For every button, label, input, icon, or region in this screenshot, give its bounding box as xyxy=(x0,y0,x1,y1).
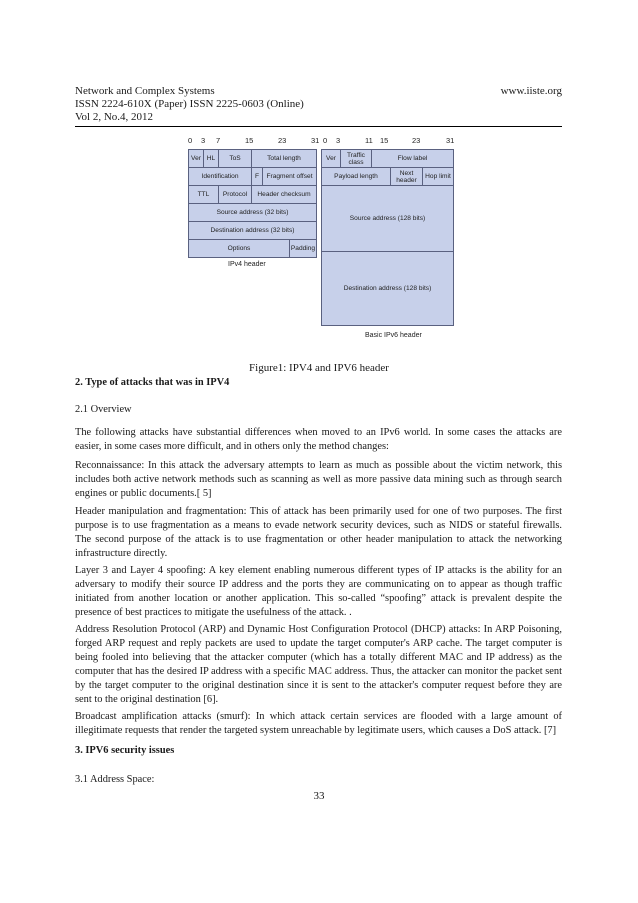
ipv4-bit-23: 23 xyxy=(278,136,287,145)
paragraph-arp-dhcp: Address Resolution Protocol (ARP) and Dynamic Host Configuration Protocol (DHCP) attacks: In ARP Poisoning, forged ARP request and reply packets are used to update the target computer's ARP cache. The target computer is being fooled into believing that the attacker computer (which has a totally different MAC and IP address) as the computer that has the desired IP address with a specific MAC address. Thus, the attacker can monitor the packet sent by the target computer to the original destination since it is sent to the attacker's computer request before they are sent to the original destination [6]. xyxy=(75,624,562,705)
figure-caption: Figure1: IPV4 and IPV6 header xyxy=(249,362,389,374)
ipv6-bit-0: 0 xyxy=(323,136,328,145)
ipv6-field-ver: Ver xyxy=(321,149,341,168)
ipv6-bit-15: 15 xyxy=(380,136,389,145)
page-number: 33 xyxy=(313,790,325,802)
ipv4-field-options: Options xyxy=(188,239,290,258)
ipv4-field-total-length: Total length xyxy=(251,149,317,168)
ipv6-bit-31: 31 xyxy=(446,136,455,145)
paragraph-header-manipulation: Header manipulation and fragmentation: This of attack has been primarily used for one of two purposes. The first purpose is to use fragmentation as a means to evade network security devices, such as NIDS or stateful firewalls. The second purpose of the attack is to use fragmentation or other header manipulation to attack the networking infrastructure directly. xyxy=(75,506,562,559)
section-2-heading: 2. Type of attacks that was in IPV4 xyxy=(75,377,230,388)
section-3-heading: 3. IPV6 security issues xyxy=(75,745,175,756)
ipv4-field-fragment-offset: Fragment offset xyxy=(262,167,317,186)
paragraph-smurf: Broadcast amplification attacks (smurf): In which attack certain services are flooded with a large amount of illegitimate requests that render the targeted system unreachable by legitimate users, which causes a DoS attack. [7] xyxy=(75,711,562,736)
ipv4-field-identification: Identification xyxy=(188,167,252,186)
ipv6-bit-23: 23 xyxy=(412,136,421,145)
section-2-1-heading: 2.1 Overview xyxy=(75,404,132,415)
ipv4-bit-3: 3 xyxy=(201,136,206,145)
ipv6-bit-11: 11 xyxy=(365,136,373,145)
ipv4-field-header-checksum: Header checksum xyxy=(251,185,317,204)
ipv6-field-next-header: Next header xyxy=(390,167,423,186)
section-3-1-heading: 3.1 Address Space: xyxy=(75,774,155,785)
ipv4-field-ttl: TTL xyxy=(188,185,219,204)
issn: ISSN 2224-610X (Paper) ISSN 2225-0603 (Online) xyxy=(75,98,304,110)
journal-name: Network and Complex Systems xyxy=(75,85,215,97)
paragraph-reconnaissance: Reconnaissance: In this attack the adversary attempts to learn as much as possible about the victim network, this includes both active network methods such as scanning as well as more passive data mining such as through search engines or public documents.[ 5] xyxy=(75,460,562,499)
ipv4-bit-31: 31 xyxy=(311,136,320,145)
ipv6-field-destination-address: Destination address (128 bits) xyxy=(321,251,454,326)
journal-url[interactable]: www.iiste.org xyxy=(500,85,562,97)
ipv4-bit-7: 7 xyxy=(216,136,221,145)
ipv4-field-ver: Ver xyxy=(188,149,204,168)
header-rule xyxy=(75,126,562,127)
ipv6-field-traffic-class: Traffic class xyxy=(340,149,372,168)
ipv4-field-source-address: Source address (32 bits) xyxy=(188,203,317,222)
paragraph-overview: The following attacks have substantial differences when moved to an IPv6 world. In some cases the attacks are easier, in some cases more difficult, and in others only the method changes: xyxy=(75,427,562,452)
ipv6-header-label: Basic IPv6 header xyxy=(365,332,422,339)
ipv6-field-hop-limit: Hop limit xyxy=(422,167,454,186)
ipv6-field-payload-length: Payload length xyxy=(321,167,391,186)
ipv4-bit-15: 15 xyxy=(245,136,254,145)
ipv4-field-padding: Padding xyxy=(289,239,317,258)
volume-info: Vol 2, No.4, 2012 xyxy=(75,111,154,123)
ipv4-field-tos: ToS xyxy=(218,149,252,168)
header-diagram xyxy=(180,132,460,347)
ipv4-header-label: IPv4 header xyxy=(228,261,266,268)
ipv4-bit-0: 0 xyxy=(188,136,193,145)
paragraph-spoofing: Layer 3 and Layer 4 spoofing: A key element enabling numerous different types of IP attacks is the ability for an adversary to modify their source IP address and the ports they are communicating on to appear as though traffic initiated from another location or another application. This so-called “spoofing” attack is prevalent despite the presence of best practices to mitigate the usefulness of the attack. . xyxy=(75,565,562,618)
ipv4-field-destination-address: Destination address (32 bits) xyxy=(188,221,317,240)
ipv6-field-source-address: Source address (128 bits) xyxy=(321,185,454,252)
ipv4-field-hl: HL xyxy=(203,149,219,168)
ipv6-bit-3: 3 xyxy=(336,136,341,145)
ipv4-field-flags: F xyxy=(251,167,263,186)
ipv6-field-flow-label: Flow label xyxy=(371,149,454,168)
ipv4-field-protocol: Protocol xyxy=(218,185,252,204)
